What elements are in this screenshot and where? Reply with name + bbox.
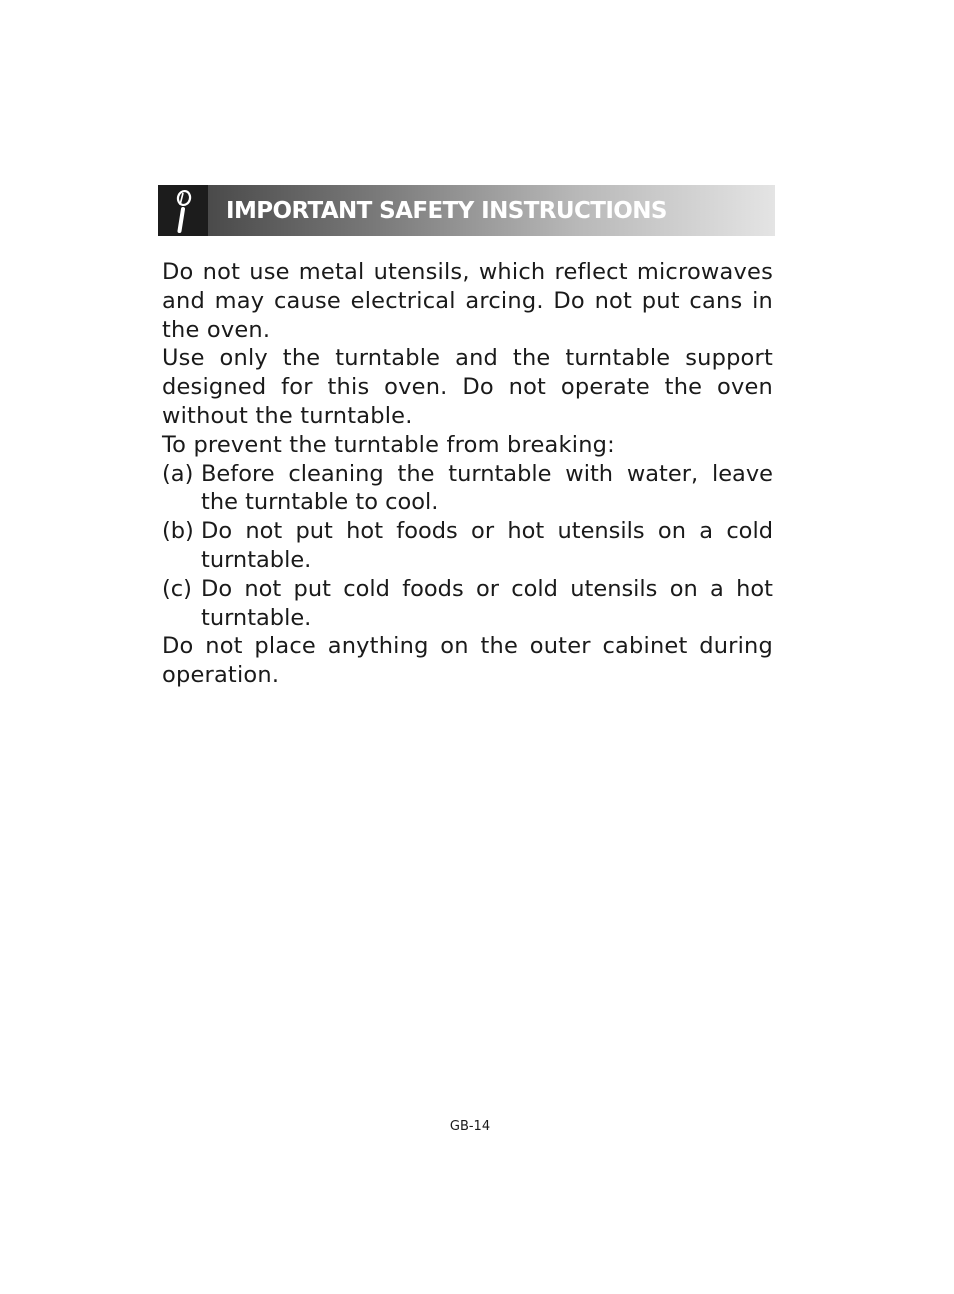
list-marker: (a) <box>162 460 194 487</box>
info-i-icon <box>169 189 197 233</box>
list-item <box>162 575 773 633</box>
page-title: IMPORTANT SAFETY INSTRUCTIONS <box>226 197 667 224</box>
list-item-text: Do not put cold foods or cold utensils on a hot turntable. <box>201 575 773 631</box>
page-number: GB-14 <box>449 1119 491 1134</box>
paragraph-metal-utensils: Do not use metal utensils, which reflect microwaves and may cause electrical arcing. Do not put cans in the oven. <box>162 259 773 343</box>
list-item <box>162 517 773 575</box>
paragraph-outer-cabinet: Do not place anything on the outer cabinet during operation. <box>162 633 773 689</box>
section-header <box>158 185 775 236</box>
instructions-body <box>162 258 773 690</box>
list-item <box>162 460 773 518</box>
header-icon-box <box>158 185 208 236</box>
paragraph-turntable-breaking: To prevent the turntable from breaking: <box>162 431 615 458</box>
paragraph-turntable-use: Use only the turntable and the turntable support designed for this oven. Do not operate the oven without the turntable. <box>162 345 773 429</box>
list-item-text: Before cleaning the turntable with water, leave the turntable to cool. <box>201 460 773 516</box>
header-title-box <box>208 185 775 236</box>
list-marker: (c) <box>162 575 192 602</box>
list-item-text: Do not put hot foods or hot utensils on a cold turntable. <box>201 518 773 573</box>
list-marker: (b) <box>162 518 194 545</box>
